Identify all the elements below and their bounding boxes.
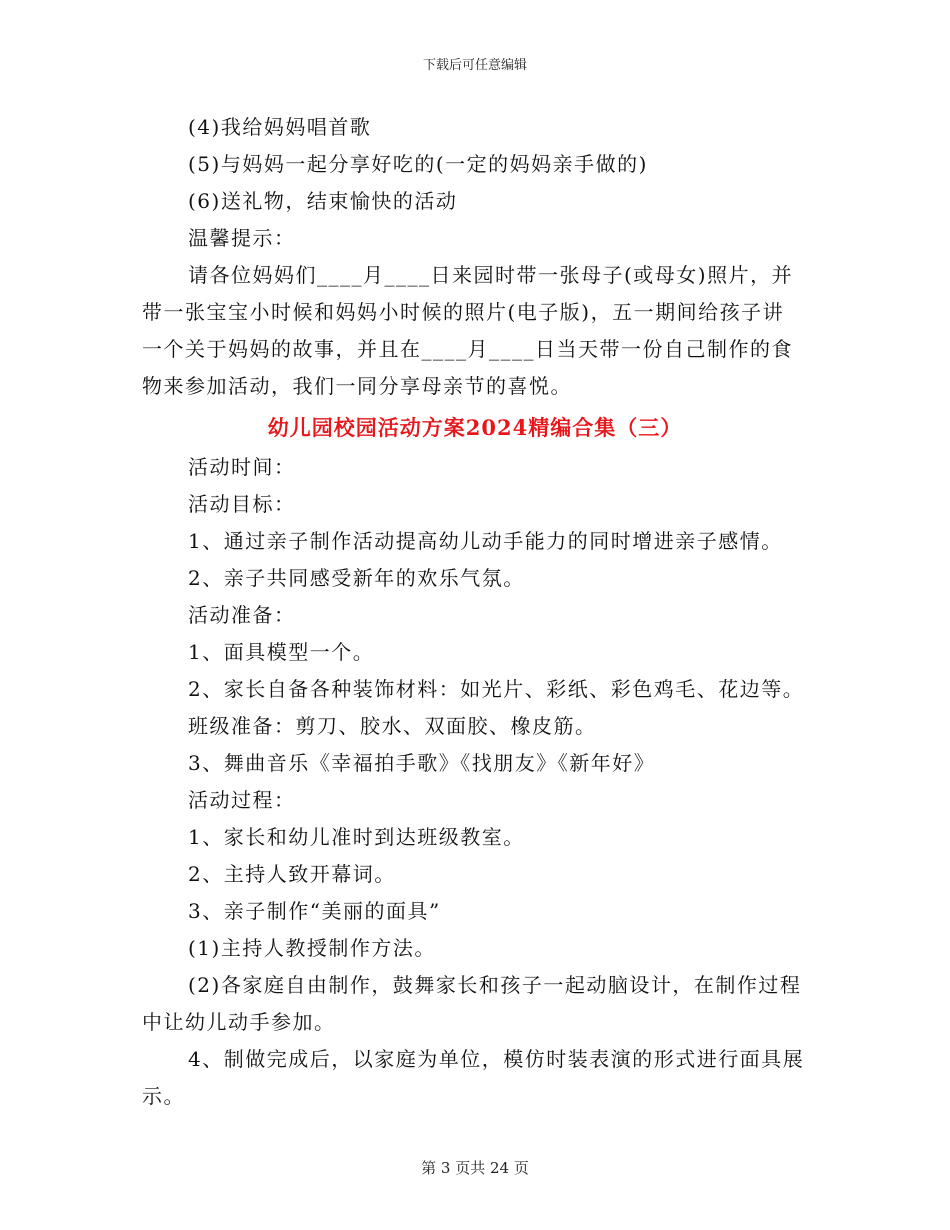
paragraph-line: 3、亲子制作“美丽的面具”	[188, 899, 441, 923]
paragraph-line: 温馨提示：	[188, 226, 296, 250]
page-footer: 第 3 页共 24 页	[421, 1159, 529, 1177]
paragraph-line: 活动准备：	[188, 603, 296, 627]
paragraph-line: 2、家长自备各种装饰材料：如光片、彩纸、彩色鸡毛、花边等。	[188, 677, 805, 701]
paragraph-line: 班级准备：剪刀、胶水、双面胶、橡皮筋。	[188, 714, 597, 738]
page-header: 下载后可任意编辑	[422, 58, 527, 73]
paragraph-line: (4)我给妈妈唱首歌	[188, 115, 372, 139]
paragraph-line: 1、家长和幼儿准时到达班级教室。	[188, 825, 525, 849]
paragraph-line: 带一张宝宝小时候和妈妈小时候的照片(电子版)，五一期间给孩子讲	[142, 300, 785, 324]
paragraph-line: 物来参加活动，我们一同分享母亲节的喜悦。	[142, 374, 572, 398]
paragraph-line: (6)送礼物，结束愉快的活动	[188, 189, 458, 213]
paragraph-line: 4、制做完成后，以家庭为单位，模仿时装表演的形式进行面具展	[188, 1047, 805, 1071]
paragraph-line: 请各位妈妈们____月____日来园时带一张母子(或母女)照片，并	[188, 263, 794, 287]
paragraph-line: 2、亲子共同感受新年的欢乐气氛。	[188, 566, 525, 590]
paragraph-line: 一个关于妈妈的故事，并且在____月____日当天带一份自己制作的食	[142, 337, 793, 361]
paragraph-line: 2、主持人致开幕词。	[188, 862, 396, 886]
paragraph-line: 1、面具模型一个。	[188, 640, 375, 664]
paragraph-line: 活动过程：	[188, 788, 296, 812]
paragraph-line: (1)主持人教授制作方法。	[188, 936, 436, 960]
paragraph-line: (5)与妈妈一起分享好吃的(一定的妈妈亲手做的)	[188, 152, 648, 176]
paragraph-line: 1、通过亲子制作活动提高幼儿动手能力的同时增进亲子感情。	[188, 529, 783, 553]
paragraph-line: 3、舞曲音乐《幸福拍手歌》《找朋友》《新年好》	[188, 751, 656, 775]
paragraph-line: (2)各家庭自由制作，鼓舞家长和孩子一起动脑设计，在制作过程	[188, 973, 802, 997]
paragraph-line: 中让幼儿动手参加。	[142, 1010, 336, 1034]
paragraph-line: 活动目标：	[188, 492, 296, 516]
section-title: 幼儿园校园活动方案2024精编合集（三）	[267, 415, 683, 440]
paragraph-line: 示。	[142, 1084, 185, 1108]
paragraph-line: 活动时间：	[188, 455, 296, 479]
